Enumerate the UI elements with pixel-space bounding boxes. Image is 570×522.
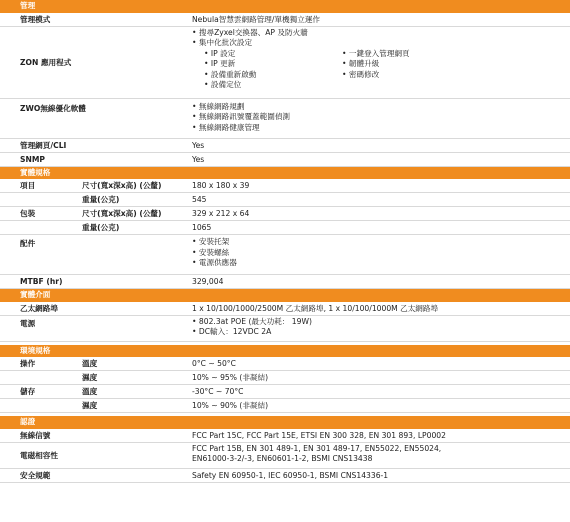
op-hum-value: 10% ~ 95% (非凝結)	[192, 373, 269, 382]
op-hum-label: 濕度	[82, 373, 98, 382]
pkg-dims-value: 329 x 212 x 64	[192, 209, 250, 218]
zon-item: • 一鍵登入管理網頁	[342, 49, 410, 60]
zon-item: • 密碼修改	[342, 70, 410, 81]
emc-line: EN61000-3-2/-3, EN60601-1-2, BSMI CNS13438	[192, 454, 373, 463]
zon-sub-item: • IP 設定	[192, 49, 342, 60]
zon-item: • 韌體升級	[342, 59, 410, 70]
empty-cell	[0, 221, 82, 234]
web-label: 管理網頁/CLI	[20, 140, 67, 150]
power-value	[192, 316, 570, 341]
op-temp-value: 0°C ~ 50°C	[192, 359, 236, 368]
section-management: 管理	[0, 0, 570, 13]
row-emc	[0, 443, 570, 469]
row-zon	[0, 27, 570, 99]
acc-label: 配件	[20, 239, 36, 248]
radio-label: 無線信號	[20, 430, 51, 440]
eth-label: 乙太網路埠	[20, 303, 58, 313]
item-label: 項目	[20, 181, 36, 190]
weight-value: 545	[192, 195, 207, 204]
weight-label: 重量(公克)	[82, 195, 120, 204]
section-interfaces: 實體介面	[0, 289, 570, 302]
row-management-mode	[0, 13, 570, 27]
st-label: 儲存	[20, 387, 36, 396]
st-hum-value: 10% ~ 90% (非凝結)	[192, 401, 269, 410]
zon-sub-item: • 設備定位	[192, 80, 342, 91]
row-st-hum	[0, 399, 570, 413]
row-accessories	[0, 235, 570, 275]
pkg-dims-label: 尺寸(寬x深x高) (公釐)	[82, 209, 162, 218]
zon-value	[192, 27, 570, 98]
row-pkg-weight	[0, 221, 570, 235]
row-op-temp	[0, 357, 570, 371]
row-mtbf	[0, 275, 570, 289]
empty-cell	[0, 193, 82, 206]
power-item: • 802.3at POE (最大功耗： 19W)	[192, 317, 570, 328]
dims-value: 180 x 180 x 39	[192, 181, 250, 190]
row-safety	[0, 469, 570, 483]
zwo-label: ZWO無線優化軟體	[20, 103, 86, 113]
mtbf-value: 329,004	[192, 277, 224, 286]
row-ethernet	[0, 302, 570, 316]
st-hum-label: 濕度	[82, 401, 98, 410]
zon-sub-item: • IP 更新	[192, 59, 342, 70]
eth-value: 1 x 10/100/1000/2500M 乙太網路埠, 1 x 10/100/1000M 乙太網路埠	[192, 303, 439, 313]
zwo-item: • 無線網路規劃	[192, 102, 570, 113]
empty-cell	[0, 371, 82, 384]
mode-value: Nebula智慧雲網路管理/單機獨立運作	[192, 14, 321, 24]
zon-sub-item: • 設備重新啟動	[192, 70, 342, 81]
acc-value	[192, 235, 570, 274]
row-snmp	[0, 153, 570, 167]
row-weight	[0, 193, 570, 207]
row-radio	[0, 429, 570, 443]
web-value: Yes	[192, 140, 205, 150]
mtbf-label: MTBF (hr)	[20, 277, 63, 286]
row-dims	[0, 179, 570, 193]
row-zwo	[0, 99, 570, 139]
radio-value: FCC Part 15C, FCC Part 15E, ETSI EN 300 328, EN 301 893, LP0002	[192, 430, 446, 440]
emc-label: 電磁相容性	[20, 450, 58, 460]
zon-label: ZON 應用程式	[20, 57, 72, 67]
pkg-weight-label: 重量(公克)	[82, 223, 120, 232]
snmp-label: SNMP	[20, 154, 45, 164]
acc-item: • 電源供應器	[192, 258, 570, 269]
section-certification: 認證	[0, 416, 570, 429]
st-temp-value: -30°C ~ 70°C	[192, 387, 244, 396]
acc-item: • 安裝托架	[192, 237, 570, 248]
zon-item: • 搜尋Zyxel交換器、AP 及防火牆	[192, 28, 342, 39]
mode-label: 管理模式	[20, 14, 51, 24]
op-temp-label: 溫度	[82, 359, 98, 368]
emc-line: FCC Part 15B, EN 301 489-1, EN 301 489-17, EN55022, EN55024,	[192, 443, 442, 453]
zwo-item: • 無線網路健康管理	[192, 123, 570, 134]
zwo-value	[192, 99, 570, 138]
row-st-temp	[0, 385, 570, 399]
row-op-hum	[0, 371, 570, 385]
zon-item: • 集中化批次設定	[192, 38, 342, 49]
row-pkg-dims	[0, 207, 570, 221]
power-label: 電源	[20, 318, 36, 328]
acc-item: • 安裝螺絲	[192, 248, 570, 259]
safety-label: 安全規範	[20, 470, 51, 480]
row-web-cli	[0, 139, 570, 153]
power-item: • DC輸入：12VDC 2A	[192, 327, 570, 338]
emc-value	[192, 443, 570, 468]
row-power	[0, 316, 570, 342]
zwo-item: • 無線網路訊號覆蓋範圍偵測	[192, 112, 570, 123]
safety-value: Safety EN 60950-1, IEC 60950-1, BSMI CNS14336-1	[192, 470, 389, 480]
pkg-weight-value: 1065	[192, 223, 212, 232]
section-physical: 實體規格	[0, 167, 570, 180]
st-temp-label: 溫度	[82, 387, 98, 396]
dims-label: 尺寸(寬x深x高) (公釐)	[82, 181, 162, 190]
pkg-label: 包裝	[20, 209, 36, 218]
snmp-value: Yes	[192, 154, 205, 164]
section-environment: 環境規格	[0, 345, 570, 358]
op-label: 操作	[20, 359, 36, 368]
empty-cell	[0, 399, 82, 412]
